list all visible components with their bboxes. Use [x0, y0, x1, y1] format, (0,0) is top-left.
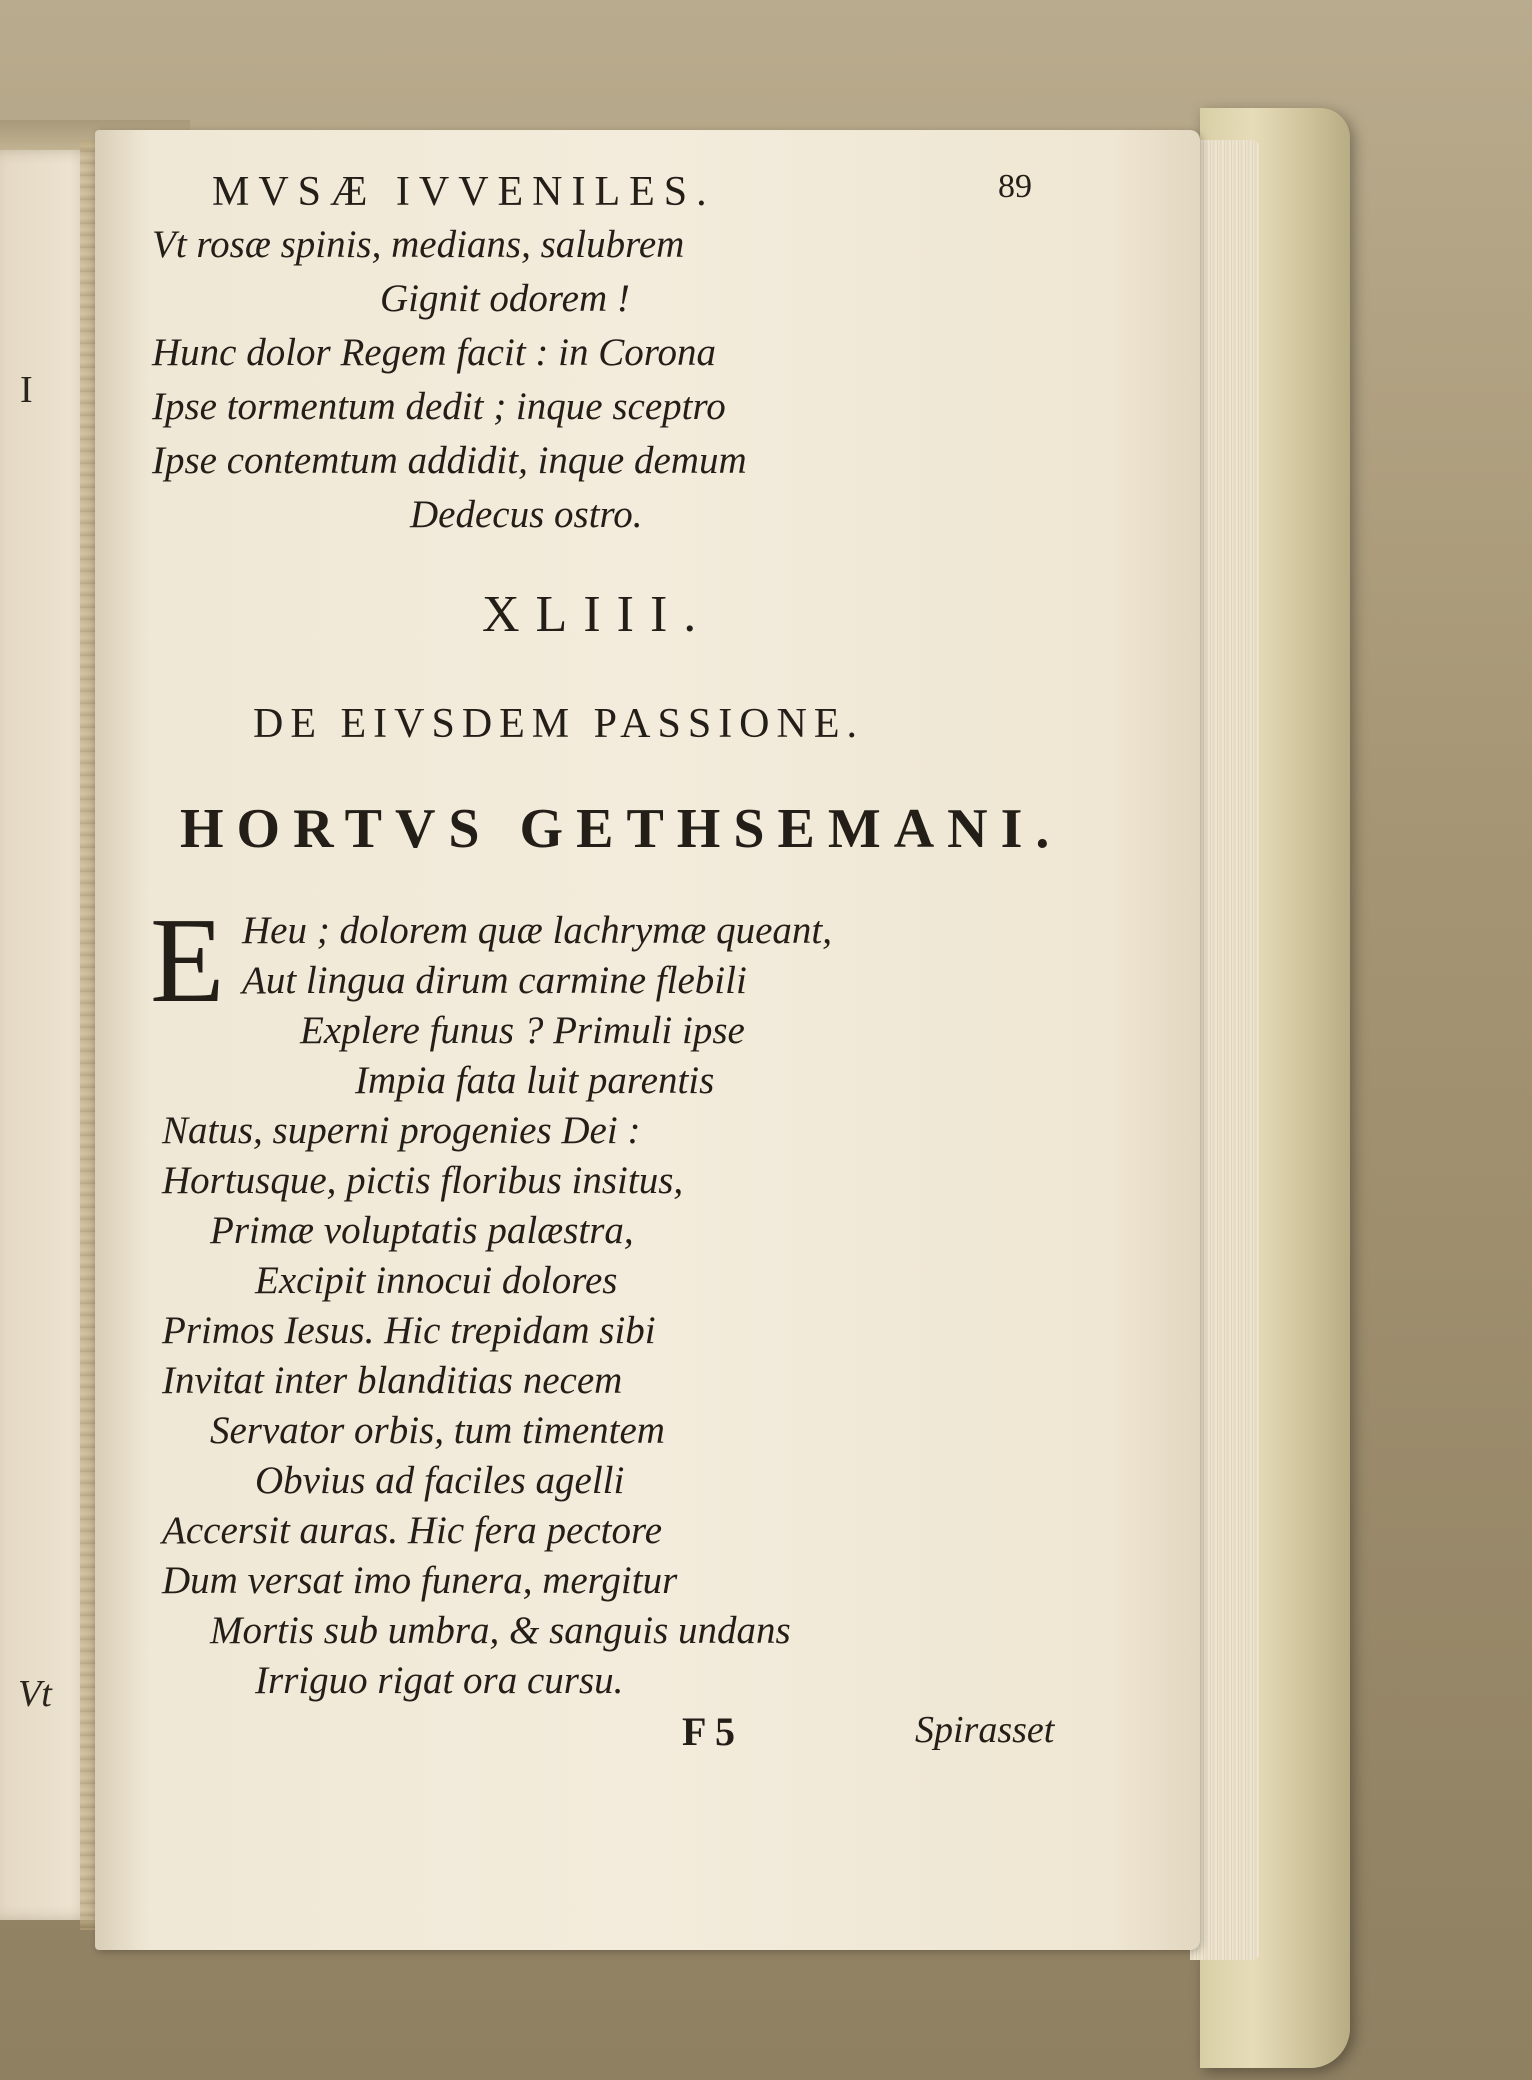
verse-line: Accersit auras. Hic fera pectore [162, 1509, 663, 1552]
verse-line: Gignit odorem ! [380, 277, 630, 320]
verse-line: Primos Iesus. Hic trepidam sibi [162, 1309, 656, 1352]
section-subtitle: DE EIVSDEM PASSIONE. [253, 701, 865, 747]
page-fore-edge [1190, 140, 1260, 1960]
verse-line: Explere funus ? Primuli ipse [300, 1009, 745, 1052]
verse-line: Impia fata luit parentis [355, 1059, 715, 1102]
page-number: 89 [998, 168, 1032, 205]
verse-line: Hortusque, pictis floribus insitus, [162, 1159, 684, 1202]
verse-line: Invitat inter blanditias necem [162, 1359, 623, 1402]
signature-mark: F 5 [682, 1709, 735, 1754]
poem-title: HORTVS GETHSEMANI. [180, 798, 1063, 860]
verse-line: Aut lingua dirum carmine flebili [242, 959, 747, 1002]
verse-line: Obvius ad faciles agelli [255, 1459, 625, 1502]
verse-line: Ipse contemtum addidit, inque demum [152, 439, 747, 482]
verse-line: Primæ voluptatis palæstra, [210, 1209, 634, 1252]
verse-line: Excipit innocui dolores [255, 1259, 618, 1302]
verse-line: Mortis sub umbra, & sanguis undans [210, 1609, 791, 1652]
verse-line: Servator orbis, tum timentem [210, 1409, 665, 1452]
verse-line: Dum versat imo funera, mergitur [162, 1559, 678, 1602]
running-title: MVSÆ IVVENILES. [212, 169, 716, 215]
verse-line: Heu ; dolorem quæ lachrymæ queant, [242, 909, 832, 952]
section-numeral: XLIII. [482, 586, 713, 643]
catchword: Spirasset [915, 1709, 1055, 1751]
verse-line: Vt rosæ spinis, medians, salubrem [152, 223, 685, 266]
verse-line: Hunc dolor Regem facit : in Corona [152, 331, 716, 374]
verse-line: Natus, superni progenies Dei : [162, 1109, 641, 1152]
verse-line: Dedecus ostro. [410, 493, 643, 536]
left-page-fragment-top: I [20, 369, 33, 411]
verse-line: Ipse tormentum dedit ; inque sceptro [152, 385, 726, 428]
left-page-fragment-bottom: Vt [18, 1673, 52, 1715]
drop-cap: E [150, 893, 225, 1028]
verse-line-last: Irriguo rigat ora cursu. [255, 1659, 624, 1702]
